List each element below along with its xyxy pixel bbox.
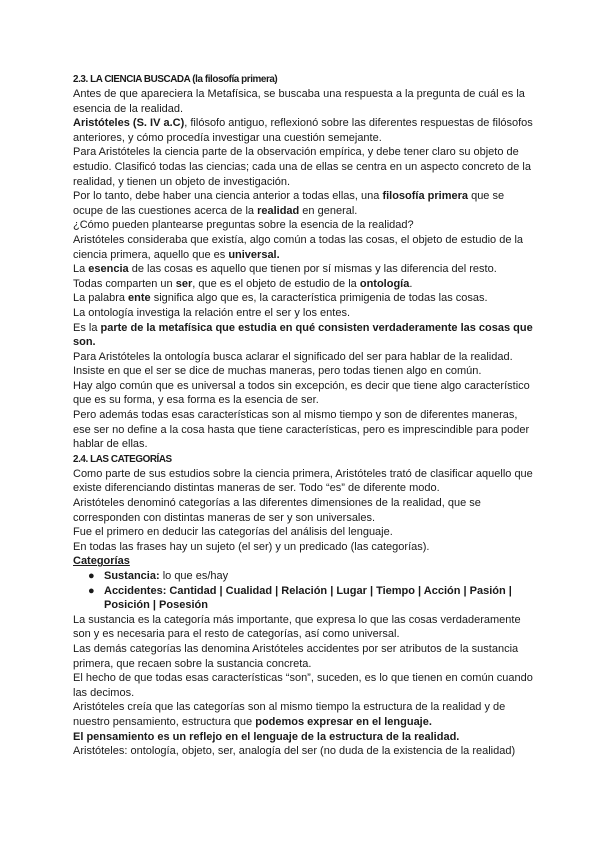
text: Por lo tanto, debe haber una ciencia anterior a todas ellas, una	[73, 190, 383, 203]
paragraph: El hecho de que todas esas características “son”, suceden, es lo que tienen en común cuando las decimos.	[73, 672, 533, 699]
document-content	[73, 72, 533, 759]
bold-text: ente	[128, 292, 151, 305]
paragraph	[73, 700, 533, 729]
bold-text: Aristóteles (S. IV a.C)	[73, 117, 185, 130]
paragraph: Hay algo común que es universal a todos sin excepción, es decir que tiene algo característico que es su forma, y esa forma es la esencia de ser.	[73, 379, 530, 407]
paragraph: Para Aristóteles la ontología busca aclarar el significado del ser para hablar de la realidad.	[73, 350, 513, 363]
paragraph	[73, 321, 533, 350]
bullet-icon: ●	[88, 570, 95, 582]
section-heading-2-4: 2.4. LAS CATEGORÍAS	[73, 452, 172, 465]
paragraph	[73, 116, 533, 145]
categories-list	[73, 569, 533, 613]
text: que se ocupe de las cuestiones acerca de la	[73, 190, 505, 217]
bold-text: Accidentes: Cantidad | Cualidad | Relación | Lugar | Tiempo | Acción | Pasión | Posición | Posesión	[104, 584, 512, 612]
text: de las cosas es aquello que tienen por sí mismas y las diferencia del resto.	[128, 263, 497, 276]
paragraph: Aristóteles denominó categorías a las diferentes dimensiones de la realidad, que se corresponden con distintas maneras de ser y son universales.	[73, 497, 481, 524]
bold-text: realidad	[257, 204, 300, 217]
paragraph	[73, 291, 533, 306]
bullet-icon: ●	[88, 584, 95, 597]
paragraph: Fue el primero en deducir las categorías del análisis del lenguaje.	[73, 526, 393, 539]
text: Aristóteles creía que las categorías son al mismo tiempo la estructura de la realidad y de nuestro pensamiento, estructura que	[73, 701, 506, 728]
paragraph: La sustancia es la categoría más importante, que expresa lo que las cosas verdaderamente son y es necesaria para el resto de categorías, así como universal.	[73, 613, 521, 641]
paragraph: Aristóteles: ontología, objeto, ser, analogía del ser (no duda de la existencia de la realidad)	[73, 745, 516, 758]
bold-text: esencia	[88, 263, 129, 276]
paragraph: Como parte de sus estudios sobre la ciencia primera, Aristóteles trató de clasificar aquello que existe diferenciando distintas maneras de ser. Todo “es” de diferente modo.	[73, 467, 533, 495]
bold-text: parte de la metafísica que estudia en qué consisten verdaderamente las cosas que son.	[73, 321, 533, 349]
text: en general.	[299, 204, 358, 217]
bold-text: Sustancia:	[104, 570, 160, 582]
paragraph: Insiste en que el ser se dice de muchas maneras, pero todas tienen algo en común.	[73, 365, 482, 378]
paragraph: Pero además todas esas características son al mismo tiempo y son de diferentes maneras, ese ser no define a la cosa hasta que tiene características, pero es imprescindible para poder hablar de ellas.	[73, 409, 530, 451]
paragraph: Las demás categorías las denomina Aristóteles accidentes por ser atributos de la sustancia primera, que recaen sobre la sustancia concreta.	[73, 642, 519, 670]
paragraph: Para Aristóteles la ciencia parte de la observación empírica, y debe tener claro su objeto de estudio. Clasificó todas las ciencias; cada una de ellas se centra en un aspecto concreto de la realidad, y tienen un objeto de investigación.	[73, 146, 531, 188]
paragraph: ¿Cómo pueden plantearse preguntas sobre la esencia de la realidad?	[73, 219, 414, 232]
paragraph	[73, 189, 533, 218]
text: significa algo que es, la característica primigenia de todas las cosas.	[150, 292, 488, 305]
bold-text: ontología	[359, 277, 410, 290]
list-item	[73, 584, 533, 613]
paragraph	[73, 262, 533, 277]
text: lo que es/hay	[159, 570, 229, 582]
paragraph	[73, 730, 533, 745]
bold-text: ser	[175, 277, 193, 290]
text: Todas comparten un	[73, 277, 176, 290]
paragraph: En todas las frases hay un sujeto (el ser) y un predicado (las categorías).	[73, 540, 430, 553]
text: La palabra	[73, 292, 129, 305]
bold-text: podemos expresar en el lenguaje.	[255, 715, 432, 728]
categories-title: Categorías	[73, 555, 130, 568]
paragraph	[73, 233, 533, 262]
text: .	[409, 277, 413, 290]
text: La	[73, 263, 89, 276]
text: , que es el objeto de estudio de la	[192, 277, 360, 290]
paragraph	[73, 277, 533, 292]
text: , filósofo antiguo, reflexionó sobre las diferentes respuestas de filósofos anteriores, y cómo procedía investigar una cuestión semejante.	[73, 117, 533, 144]
bold-text: filosofía primera	[382, 190, 469, 203]
text: Aristóteles consideraba que existía, algo común a todas las cosas, el objeto de estudio de la ciencia primera, aquello que es	[73, 233, 524, 261]
text: Es la	[73, 321, 101, 334]
list-item	[73, 569, 533, 584]
paragraph: Antes de que apareciera la Metafísica, se buscaba una respuesta a la pregunta de cuál es la esencia de la realidad.	[73, 88, 525, 115]
section-heading-2-3: 2.3. LA CIENCIA BUSCADA (la filosofía primera)	[73, 73, 278, 85]
bold-text: universal.	[228, 248, 280, 261]
paragraph: La ontología investiga la relación entre el ser y los entes.	[73, 306, 350, 319]
bold-text: El pensamiento es un reflejo en el lenguaje de la estructura de la realidad.	[73, 730, 460, 743]
